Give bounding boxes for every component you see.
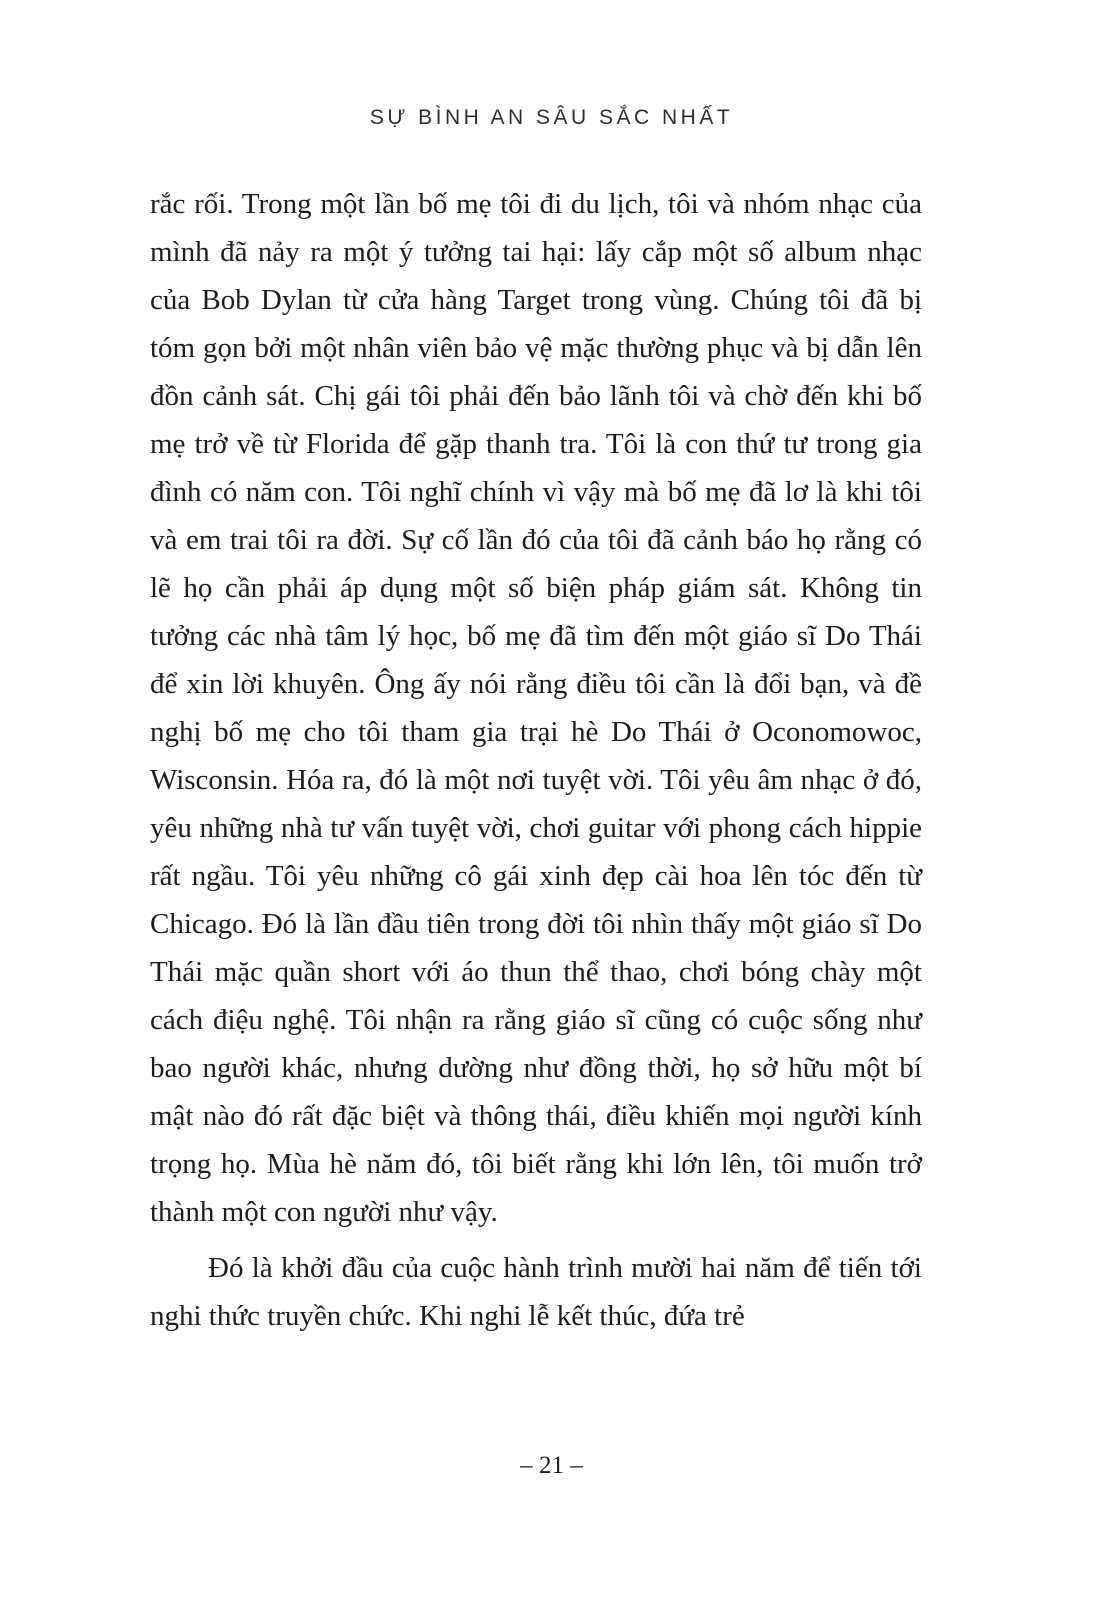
paragraph: Đó là khởi đầu của cuộc hành trình mười hai năm để tiến tới nghi thức truyền chức. Khi nghi lễ kết thúc, đứa trẻ: [150, 1252, 922, 1332]
running-header: SỰ BÌNH AN SÂU SẮC NHẤT: [369, 106, 734, 129]
page-number: – 21 –: [520, 1452, 583, 1479]
paragraph: rắc rối. Trong một lần bố mẹ tôi đi du lịch, tôi và nhóm nhạc của mình đã nảy ra một ý tưởng tai hại: lấy cắp một số album nhạc của Bob Dylan từ cửa hàng Target trong vùng. Chúng tôi đã bị tóm gọn bởi một nhân viên bảo vệ mặc thường phục và bị dẫn lên đồn cảnh sát. Chị gái tôi phải đến bảo lãnh tôi và chờ đến khi bố mẹ trở về từ Florida để gặp thanh tra. Tôi là con thứ tư trong gia đình có năm con. Tôi nghĩ chính vì vậy mà bố mẹ đã lơ là khi tôi và em trai tôi ra đời. Sự cố lần đó của tôi đã cảnh báo họ rằng có lẽ họ cần phải áp dụng một số biện pháp giám sát. Không tin tưởng các nhà tâm lý học, bố mẹ đã tìm đến một giáo sĩ Do Thái để xin lời khuyên. Ông ấy nói rằng điều tôi cần là đổi bạn, và đề nghị bố mẹ cho tôi tham gia trại hè Do Thái ở Oconomowoc, Wisconsin. Hóa ra, đó là một nơi tuyệt vời. Tôi yêu âm nhạc ở đó, yêu những nhà tư vấn tuyệt vời, chơi guitar với phong cách hippie rất ngầu. Tôi yêu những cô gái xinh đẹp cài hoa lên tóc đến từ Chicago. Đó là lần đầu tiên trong đời tôi nhìn thấy một giáo sĩ Do Thái mặc quần short với áo thun thể thao, chơi bóng chày một cách điệu nghệ. Tôi nhận ra rằng giáo sĩ cũng có cuộc sống như bao người khác, nhưng dường như đồng thời, họ sở hữu một bí mật nào đó rất đặc biệt và thông thái, điều khiến mọi người kính trọng họ. Mùa hè năm đó, tôi biết rằng khi lớn lên, tôi muốn trở thành một con người như vậy.: [150, 188, 922, 1228]
body-text: [150, 180, 922, 1340]
